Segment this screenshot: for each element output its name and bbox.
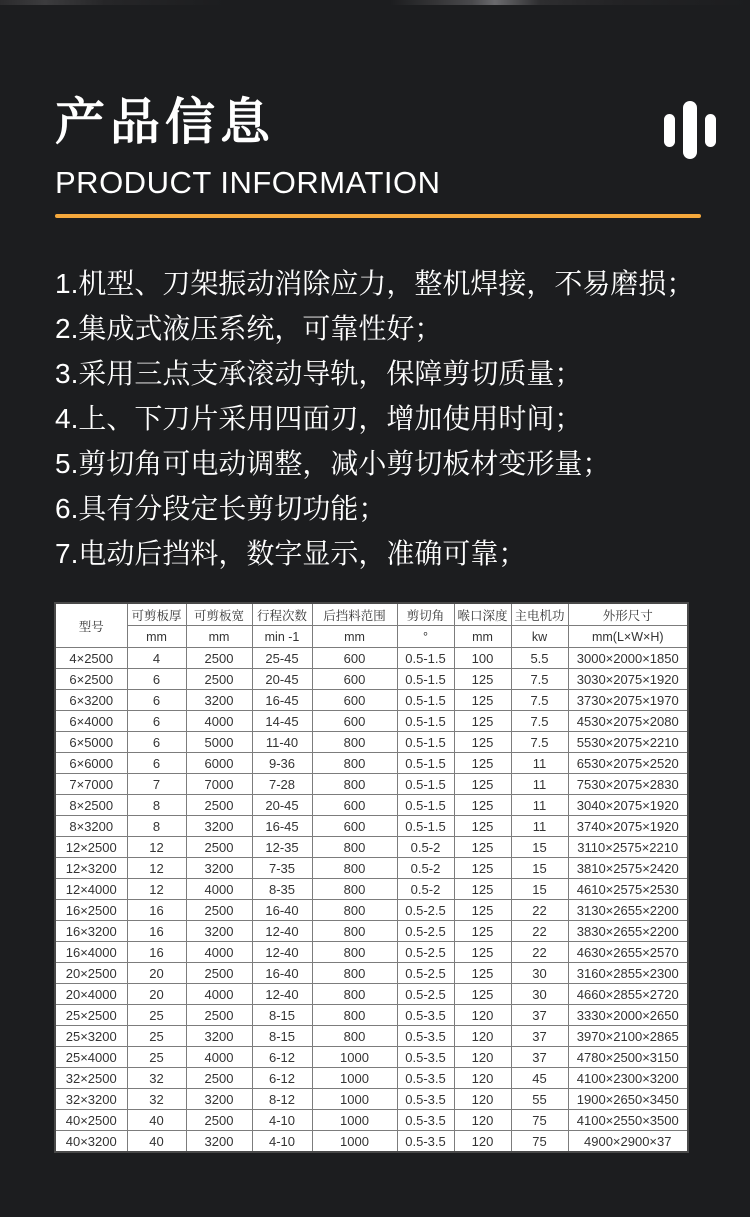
- table-cell: 3830×2655×2200: [568, 921, 688, 942]
- table-cell: 0.5-2.5: [397, 942, 454, 963]
- table-cell: 4900×2900×37: [568, 1131, 688, 1153]
- table-cell: 9-36: [252, 753, 312, 774]
- table-cell: 3970×2100×2865: [568, 1026, 688, 1047]
- table-cell: 600: [312, 816, 397, 837]
- table-cell: 6-12: [252, 1047, 312, 1068]
- table-cell: 8: [127, 795, 186, 816]
- table-cell: 20: [127, 963, 186, 984]
- table-cell: 800: [312, 900, 397, 921]
- table-cell: 16: [127, 942, 186, 963]
- table-cell: 16×3200: [55, 921, 127, 942]
- table-cell: 0.5-3.5: [397, 1110, 454, 1131]
- table-cell: 32: [127, 1068, 186, 1089]
- table-cell: 0.5-3.5: [397, 1005, 454, 1026]
- table-cell: 125: [454, 921, 511, 942]
- table-cell: 600: [312, 690, 397, 711]
- table-cell: 0.5-1.5: [397, 816, 454, 837]
- table-cell: 8-35: [252, 879, 312, 900]
- table-cell: 4-10: [252, 1131, 312, 1153]
- table-cell: 32×2500: [55, 1068, 127, 1089]
- table-cell: 6: [127, 732, 186, 753]
- table-cell: 800: [312, 963, 397, 984]
- table-cell: 25×2500: [55, 1005, 127, 1026]
- table-cell: 120: [454, 1026, 511, 1047]
- table-row: [55, 816, 688, 837]
- table-cell: 20×2500: [55, 963, 127, 984]
- table-row: [55, 1068, 688, 1089]
- table-cell: 40: [127, 1110, 186, 1131]
- feature-item: 3.采用三点支承滚动导轨，保障剪切质量；: [55, 358, 583, 389]
- header-row-units: [55, 626, 688, 648]
- table-cell: 37: [511, 1005, 568, 1026]
- table-cell: 0.5-2: [397, 837, 454, 858]
- table-cell: 3160×2855×2300: [568, 963, 688, 984]
- equalizer-bar-left: [664, 114, 675, 147]
- table-cell: 0.5-1.5: [397, 711, 454, 732]
- table-row: [55, 669, 688, 690]
- table-cell: 4000: [186, 879, 252, 900]
- table-cell: 3200: [186, 690, 252, 711]
- table-cell: 12×3200: [55, 858, 127, 879]
- table-cell: 4100×2300×3200: [568, 1068, 688, 1089]
- table-cell: 3740×2075×1920: [568, 816, 688, 837]
- table-cell: 0.5-3.5: [397, 1047, 454, 1068]
- table-cell: 25: [127, 1047, 186, 1068]
- table-cell: 0.5-2: [397, 858, 454, 879]
- column-unit: mm: [186, 626, 252, 648]
- table-cell: 40×3200: [55, 1131, 127, 1153]
- table-cell: 4100×2550×3500: [568, 1110, 688, 1131]
- table-cell: 7000: [186, 774, 252, 795]
- table-cell: 120: [454, 1047, 511, 1068]
- table-cell: 25-45: [252, 648, 312, 669]
- table-cell: 4000: [186, 1047, 252, 1068]
- table-cell: 8-12: [252, 1089, 312, 1110]
- feature-item: 5.剪切角可电动调整，减小剪切板材变形量；: [55, 448, 611, 479]
- table-cell: 6×6000: [55, 753, 127, 774]
- table-row: [55, 1131, 688, 1153]
- table-row: [55, 1026, 688, 1047]
- table-cell: 2500: [186, 963, 252, 984]
- table-cell: 2500: [186, 669, 252, 690]
- table-cell: 25: [127, 1026, 186, 1047]
- table-cell: 25: [127, 1005, 186, 1026]
- table-row: [55, 858, 688, 879]
- column-header: 主电机功: [511, 603, 568, 626]
- table-cell: 3030×2075×1920: [568, 669, 688, 690]
- table-cell: 3730×2075×1970: [568, 690, 688, 711]
- table-cell: 6×2500: [55, 669, 127, 690]
- table-cell: 11: [511, 816, 568, 837]
- table-cell: 2500: [186, 1005, 252, 1026]
- table-cell: 45: [511, 1068, 568, 1089]
- equalizer-icon: [664, 99, 716, 161]
- column-unit: min -1: [252, 626, 312, 648]
- feature-item: 7.电动后挡料，数字显示，准确可靠；: [55, 538, 527, 569]
- table-cell: 40×2500: [55, 1110, 127, 1131]
- table-row: [55, 1089, 688, 1110]
- table-cell: 125: [454, 837, 511, 858]
- table-cell: 4000: [186, 942, 252, 963]
- table-cell: 7.5: [511, 732, 568, 753]
- table-cell: 16-40: [252, 900, 312, 921]
- table-cell: 11: [511, 795, 568, 816]
- table-cell: 3000×2000×1850: [568, 648, 688, 669]
- table-cell: 125: [454, 900, 511, 921]
- table-cell: 3130×2655×2200: [568, 900, 688, 921]
- column-header: 可剪板宽: [186, 603, 252, 626]
- table-cell: 800: [312, 1005, 397, 1026]
- table-cell: 6: [127, 753, 186, 774]
- table-cell: 1000: [312, 1068, 397, 1089]
- table-cell: 4660×2855×2720: [568, 984, 688, 1005]
- feature-list: [0, 261, 750, 576]
- column-header: 喉口深度: [454, 603, 511, 626]
- table-cell: 3200: [186, 816, 252, 837]
- table-cell: 120: [454, 1068, 511, 1089]
- table-cell: 2500: [186, 1110, 252, 1131]
- table-cell: 0.5-1.5: [397, 732, 454, 753]
- table-row: [55, 690, 688, 711]
- table-row: [55, 942, 688, 963]
- table-cell: 1000: [312, 1047, 397, 1068]
- table-cell: 6530×2075×2520: [568, 753, 688, 774]
- table-cell: 40: [127, 1131, 186, 1153]
- table-cell: 4000: [186, 711, 252, 732]
- table-cell: 800: [312, 774, 397, 795]
- table-cell: 11-40: [252, 732, 312, 753]
- table-cell: 20×4000: [55, 984, 127, 1005]
- table-row: [55, 648, 688, 669]
- feature-item: 6.具有分段定长剪切功能；: [55, 493, 387, 524]
- table-cell: 0.5-2.5: [397, 900, 454, 921]
- table-cell: 600: [312, 648, 397, 669]
- table-cell: 3330×2000×2650: [568, 1005, 688, 1026]
- column-unit: kw: [511, 626, 568, 648]
- table-cell: 0.5-2.5: [397, 963, 454, 984]
- table-cell: 8-15: [252, 1026, 312, 1047]
- equalizer-bar-middle: [683, 101, 697, 159]
- table-row: [55, 879, 688, 900]
- table-row: [55, 753, 688, 774]
- table-cell: 20-45: [252, 795, 312, 816]
- table-cell: 6×4000: [55, 711, 127, 732]
- table-cell: 125: [454, 690, 511, 711]
- table-row: [55, 837, 688, 858]
- table-cell: 0.5-2.5: [397, 984, 454, 1005]
- table-cell: 7530×2075×2830: [568, 774, 688, 795]
- column-header: 行程次数: [252, 603, 312, 626]
- table-cell: 3040×2075×1920: [568, 795, 688, 816]
- table-cell: 0.5-1.5: [397, 669, 454, 690]
- table-cell: 30: [511, 963, 568, 984]
- column-unit: mm: [312, 626, 397, 648]
- table-cell: 7-35: [252, 858, 312, 879]
- table-cell: 5000: [186, 732, 252, 753]
- table-row: [55, 984, 688, 1005]
- spec-table: [54, 602, 689, 1153]
- table-cell: 22: [511, 900, 568, 921]
- table-row: [55, 900, 688, 921]
- header-row-labels: [55, 603, 688, 626]
- table-cell: 55: [511, 1089, 568, 1110]
- table-cell: 11: [511, 753, 568, 774]
- table-cell: 3110×2575×2210: [568, 837, 688, 858]
- table-cell: 8×2500: [55, 795, 127, 816]
- table-cell: 125: [454, 879, 511, 900]
- table-cell: 0.5-3.5: [397, 1026, 454, 1047]
- page-header: [0, 5, 750, 218]
- table-cell: 4530×2075×2080: [568, 711, 688, 732]
- table-cell: 16: [127, 921, 186, 942]
- table-cell: 12-40: [252, 921, 312, 942]
- table-cell: 3200: [186, 1026, 252, 1047]
- table-cell: 6×5000: [55, 732, 127, 753]
- table-cell: 3810×2575×2420: [568, 858, 688, 879]
- table-cell: 6×3200: [55, 690, 127, 711]
- table-cell: 75: [511, 1131, 568, 1153]
- table-cell: 800: [312, 837, 397, 858]
- table-cell: 12: [127, 837, 186, 858]
- feature-item: 4.上、下刀片采用四面刃，增加使用时间；: [55, 403, 583, 434]
- table-cell: 25×4000: [55, 1047, 127, 1068]
- table-cell: 2500: [186, 837, 252, 858]
- table-cell: 2500: [186, 1068, 252, 1089]
- table-cell: 125: [454, 795, 511, 816]
- table-cell: 800: [312, 942, 397, 963]
- table-row: [55, 1047, 688, 1068]
- table-cell: 20: [127, 984, 186, 1005]
- table-cell: 0.5-3.5: [397, 1068, 454, 1089]
- table-cell: 75: [511, 1110, 568, 1131]
- column-unit: mm(L×W×H): [568, 626, 688, 648]
- table-cell: 125: [454, 711, 511, 732]
- table-cell: 600: [312, 795, 397, 816]
- table-cell: 0.5-1.5: [397, 774, 454, 795]
- table-cell: 15: [511, 858, 568, 879]
- table-cell: 4: [127, 648, 186, 669]
- table-cell: 6: [127, 690, 186, 711]
- table-cell: 7.5: [511, 690, 568, 711]
- table-cell: 30: [511, 984, 568, 1005]
- table-cell: 0.5-1.5: [397, 753, 454, 774]
- table-cell: 7.5: [511, 669, 568, 690]
- table-cell: 4610×2575×2530: [568, 879, 688, 900]
- table-cell: 12: [127, 879, 186, 900]
- table-cell: 12-40: [252, 984, 312, 1005]
- table-cell: 0.5-2.5: [397, 921, 454, 942]
- table-cell: 800: [312, 753, 397, 774]
- table-cell: 12-35: [252, 837, 312, 858]
- table-cell: 125: [454, 963, 511, 984]
- table-cell: 4×2500: [55, 648, 127, 669]
- table-cell: 120: [454, 1131, 511, 1153]
- column-header: 外形尺寸: [568, 603, 688, 626]
- table-cell: 4630×2655×2570: [568, 942, 688, 963]
- table-cell: 120: [454, 1089, 511, 1110]
- table-cell: 32×3200: [55, 1089, 127, 1110]
- table-cell: 6000: [186, 753, 252, 774]
- table-cell: 20-45: [252, 669, 312, 690]
- column-header: 后挡料范围: [312, 603, 397, 626]
- table-cell: 8-15: [252, 1005, 312, 1026]
- table-cell: 22: [511, 942, 568, 963]
- table-row: [55, 963, 688, 984]
- table-cell: 120: [454, 1110, 511, 1131]
- table-cell: 800: [312, 921, 397, 942]
- table-cell: 16×2500: [55, 900, 127, 921]
- feature-item: 2.集成式液压系统，可靠性好；: [55, 313, 443, 344]
- table-cell: 8×3200: [55, 816, 127, 837]
- table-cell: 0.5-2: [397, 879, 454, 900]
- table-cell: 3200: [186, 1089, 252, 1110]
- table-cell: 12-40: [252, 942, 312, 963]
- table-row: [55, 1110, 688, 1131]
- table-cell: 25×3200: [55, 1026, 127, 1047]
- table-cell: 800: [312, 858, 397, 879]
- table-cell: 16: [127, 900, 186, 921]
- table-cell: 12×2500: [55, 837, 127, 858]
- table-cell: 7×7000: [55, 774, 127, 795]
- table-cell: 5530×2075×2210: [568, 732, 688, 753]
- table-cell: 6-12: [252, 1068, 312, 1089]
- table-cell: 6: [127, 711, 186, 732]
- spec-table-header: [55, 603, 688, 648]
- table-cell: 125: [454, 942, 511, 963]
- table-cell: 800: [312, 1026, 397, 1047]
- table-cell: 0.5-1.5: [397, 648, 454, 669]
- table-cell: 7.5: [511, 711, 568, 732]
- table-row: [55, 774, 688, 795]
- table-row: [55, 795, 688, 816]
- table-cell: 1000: [312, 1131, 397, 1153]
- table-cell: 800: [312, 879, 397, 900]
- table-cell: 12×4000: [55, 879, 127, 900]
- table-row: [55, 1005, 688, 1026]
- column-unit: °: [397, 626, 454, 648]
- table-cell: 15: [511, 837, 568, 858]
- table-cell: 16-45: [252, 816, 312, 837]
- table-row: [55, 732, 688, 753]
- table-cell: 125: [454, 732, 511, 753]
- table-cell: 0.5-3.5: [397, 1131, 454, 1153]
- column-unit: mm: [454, 626, 511, 648]
- table-cell: 14-45: [252, 711, 312, 732]
- table-cell: 15: [511, 879, 568, 900]
- table-cell: 100: [454, 648, 511, 669]
- table-cell: 37: [511, 1026, 568, 1047]
- table-cell: 1000: [312, 1089, 397, 1110]
- page-title: 产品信息: [55, 94, 275, 150]
- title-block: [55, 91, 441, 201]
- column-header: 剪切角: [397, 603, 454, 626]
- table-cell: 800: [312, 984, 397, 1005]
- table-cell: 0.5-1.5: [397, 795, 454, 816]
- table-cell: 7-28: [252, 774, 312, 795]
- equalizer-bar-right: [705, 114, 716, 147]
- spec-table-body: [55, 648, 688, 1153]
- table-cell: 32: [127, 1089, 186, 1110]
- table-cell: 4000: [186, 984, 252, 1005]
- table-cell: 2500: [186, 648, 252, 669]
- accent-divider: [55, 214, 701, 218]
- table-cell: 3200: [186, 1131, 252, 1153]
- table-cell: 4780×2500×3150: [568, 1047, 688, 1068]
- table-cell: 22: [511, 921, 568, 942]
- table-cell: 3200: [186, 858, 252, 879]
- table-cell: 16-45: [252, 690, 312, 711]
- table-cell: 600: [312, 669, 397, 690]
- column-unit: mm: [127, 626, 186, 648]
- table-cell: 12: [127, 858, 186, 879]
- table-cell: 125: [454, 669, 511, 690]
- table-cell: 8: [127, 816, 186, 837]
- table-cell: 600: [312, 711, 397, 732]
- table-cell: 125: [454, 753, 511, 774]
- table-cell: 6: [127, 669, 186, 690]
- table-row: [55, 711, 688, 732]
- table-cell: 7: [127, 774, 186, 795]
- table-cell: 800: [312, 732, 397, 753]
- table-cell: 125: [454, 984, 511, 1005]
- table-cell: 2500: [186, 900, 252, 921]
- table-cell: 0.5-3.5: [397, 1089, 454, 1110]
- table-cell: 5.5: [511, 648, 568, 669]
- column-header-model: 型号: [55, 603, 127, 648]
- table-cell: 2500: [186, 795, 252, 816]
- table-cell: 125: [454, 774, 511, 795]
- page-subtitle: PRODUCT INFORMATION: [55, 165, 441, 200]
- feature-item: 1.机型、刀架振动消除应力，整机焊接，不易磨损；: [55, 268, 695, 299]
- table-cell: 120: [454, 1005, 511, 1026]
- table-cell: 4-10: [252, 1110, 312, 1131]
- table-cell: 37: [511, 1047, 568, 1068]
- table-cell: 125: [454, 858, 511, 879]
- table-row: [55, 921, 688, 942]
- table-cell: 125: [454, 816, 511, 837]
- column-header: 可剪板厚: [127, 603, 186, 626]
- table-cell: 1000: [312, 1110, 397, 1131]
- table-cell: 16×4000: [55, 942, 127, 963]
- table-cell: 16-40: [252, 963, 312, 984]
- table-cell: 11: [511, 774, 568, 795]
- table-cell: 1900×2650×3450: [568, 1089, 688, 1110]
- table-cell: 0.5-1.5: [397, 690, 454, 711]
- table-cell: 3200: [186, 921, 252, 942]
